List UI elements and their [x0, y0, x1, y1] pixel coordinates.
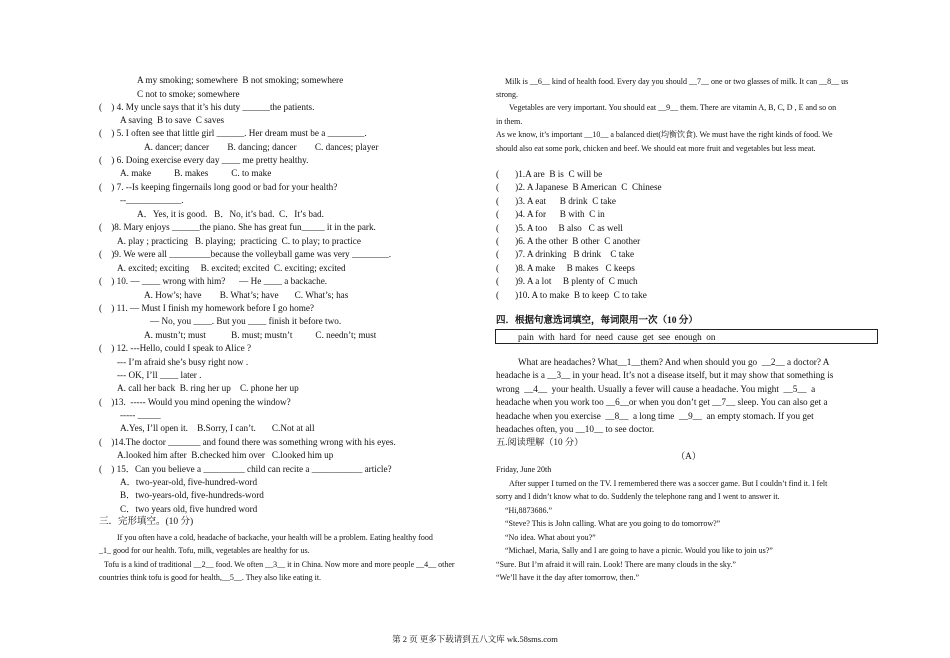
- text-line: A.looked him after B.checked him over C.looked him up: [117, 450, 334, 460]
- text-line: A. make B. makes C. to make: [120, 168, 272, 178]
- option-row: ( )9. A a lot B plenty of C much: [496, 276, 638, 286]
- text-line: --____________.: [120, 195, 184, 205]
- text-line: A saving B to save C saves: [120, 115, 225, 125]
- passage-line: Vegetables are very important. You should eat __9__ them. There are vitamin A, B, C, D , E and so on: [509, 103, 837, 112]
- passage-line: headache when you exercise __8__ a long time __9__ an empty stomach. If you get: [496, 411, 814, 421]
- text-line: --- OK, I’ll ____ later .: [117, 370, 202, 380]
- passage-line: Milk is __6__ kind of health food. Every day you should __7__ one or two glasses of milk. It can __8__ us: [505, 77, 849, 86]
- question-5: ( ) 5. I often see that little girl ______. Her dream must be a ________.: [99, 128, 367, 138]
- option-row: ( )8. A make B makes C keeps: [496, 263, 635, 273]
- question-11: ( ) 11. — Must I finish my homework before I go home?: [99, 303, 315, 313]
- question-6: ( ) 6. Doing exercise every day ____ me pretty healthy.: [99, 155, 309, 165]
- text-line: A．Yes, it is good. B．No, it’s bad. C．It’s bad.: [137, 209, 324, 219]
- option-row: ( )5. A too B also C as well: [496, 223, 623, 233]
- question-7: ( ) 7. --Is keeping fingernails long good or bad for your health?: [99, 182, 338, 192]
- section-3-heading: 三．完形填空。(10 分): [99, 517, 194, 527]
- passage-line: If you often have a cold, headache of backache, your health will be a problem. Eating healthy food: [117, 533, 433, 542]
- dialogue-line: “Steve? This is John calling. What are you going to do tomorrow?”: [505, 519, 721, 528]
- passage-line: should also eat some pork, chicken and beef. We should eat more fruit and vegetables but less meat.: [496, 144, 816, 153]
- section-4-heading: 四．根据句意选词填空，每词限用一次（10 分）: [496, 316, 698, 326]
- question-14: ( )14.The doctor _______ and found there was something wrong with his eyes.: [99, 437, 396, 447]
- dialogue-line: “Hi,8873686.”: [505, 506, 553, 515]
- text-line: --- I’m afraid she’s busy right now .: [117, 357, 249, 367]
- text-line: C．two years old, five hundred word: [120, 504, 258, 514]
- passage-line: sorry and I didn’t know what to do. Suddenly the telephone rang and I went to answer it.: [496, 492, 780, 501]
- section-5-heading: 五.阅读理解（10 分）: [496, 437, 584, 447]
- passage-line: wrong __4__ your health. Usually a fever will cause a headache. You might __5__ a: [496, 384, 816, 394]
- option-row: ( )3. A eat B drink C take: [496, 196, 616, 206]
- text-line: A. mustn’t; must B. must; mustn’t C. needn’t; must: [144, 330, 377, 340]
- text-line: A. dancer; dancer B. dancing; dancer C. dances; player: [144, 142, 379, 152]
- text-line: C not to smoke; somewhere: [137, 89, 240, 99]
- passage-line: in them.: [496, 117, 523, 126]
- diary-date: Friday, June 20th: [496, 465, 552, 474]
- option-row: ( )4. A for B with C in: [496, 209, 605, 219]
- word-box-words: pain with hard for need cause get see enough on: [518, 332, 716, 342]
- question-13: ( )13. ----- Would you mind opening the window?: [99, 397, 291, 407]
- dialogue-line: “No idea. What about you?”: [505, 533, 596, 542]
- dialogue-line: “Sure. But I’m afraid it will rain. Look! There are many clouds in the sky.”: [496, 560, 736, 569]
- passage-line: _1_ good for our health. Tofu, milk, vegetables are healthy for us.: [99, 546, 310, 555]
- passage-line: As we know, it’s important __10__ a balanced diet(均衡饮食). We must have the right kinds of food. We: [496, 130, 833, 139]
- text-line: — No, you ____. But you ____ finish it before two.: [150, 316, 342, 326]
- question-8: ( )8. Mary enjoys ______the piano. She has great fun_____ it in the park.: [99, 222, 376, 232]
- text-line: A. call her back B. ring her up C. phone her up: [117, 383, 299, 393]
- dialogue-line: “We’ll have it the day after tomorrow, then.”: [496, 573, 639, 582]
- passage-line: After supper I turned on the TV. I remembered there was a soccer game. But I couldn’t find it. I felt: [509, 479, 828, 488]
- passage-line: Tofu is a kind of traditional __2__ food. We often __3__ it in China. Now more and more people __4__ other: [104, 560, 455, 569]
- text-line: A. How’s; have B. What’s; have C. What’s; has: [144, 290, 349, 300]
- question-12: ( ) 12. ---Hello, could I speak to Alice ?: [99, 343, 252, 353]
- option-row: ( )7. A drinking B drink C take: [496, 249, 635, 259]
- passage-line: strong.: [496, 90, 518, 99]
- dialogue-line: “Michael, Maria, Sally and I are going to have a picnic. Would you like to join us?”: [505, 546, 773, 555]
- option-row: ( )6. A the other B other C another: [496, 236, 641, 246]
- word-box: [495, 329, 878, 344]
- option-row: ( )1.A are B is C will be: [496, 169, 603, 179]
- text-line: A.Yes, I’ll open it. B.Sorry, I can’t. C.Not at all: [120, 423, 315, 433]
- passage-label: （A）: [676, 451, 702, 461]
- question-4: ( ) 4. My uncle says that it’s his duty ______the patients.: [99, 102, 315, 112]
- page-footer: 第 2 页 更多下载请到五八文库 wk.58sms.com: [392, 634, 558, 644]
- passage-line: headache when you work too __6__or when you don’t get __7__ sleep. You can also get a: [496, 397, 828, 407]
- text-line: B．two-years-old, five-hundreds-word: [120, 490, 264, 500]
- text-line: ----- _____: [120, 410, 161, 420]
- passage-line: countries think tofu is good for health,__5__. They also like eating it.: [99, 573, 322, 582]
- option-row: ( )10. A to make B to keep C to take: [496, 290, 647, 300]
- passage-line: headaches often, you __10__ to see doctor.: [496, 424, 655, 434]
- option-row: ( )2. A Japanese B American C Chinese: [496, 182, 662, 192]
- text-line: A. excited; exciting B. excited; excited C. exciting; excited: [117, 263, 346, 273]
- text-line: A．two-year-old, five-hundred-word: [120, 477, 258, 487]
- question-15: ( ) 15．Can you believe a _________ child can recite a ___________ article?: [99, 464, 392, 474]
- passage-line: headache is a __3__ in your head. It’s not a disease itself, but it may show that something is: [496, 370, 834, 380]
- text-line: A my smoking; somewhere B not smoking; somewhere: [137, 75, 344, 85]
- passage-line: What are headaches? What__1__them? And when should you go __2__ a doctor? A: [518, 357, 830, 367]
- question-9: ( )9. We were all _________because the volleyball game was very ________.: [99, 249, 391, 259]
- text-line: A. play ; practicing B. playing; practicing C. to play; to practice: [117, 236, 361, 246]
- question-10: ( ) 10. — ____ wrong with him? — He ____ a backache.: [99, 276, 328, 286]
